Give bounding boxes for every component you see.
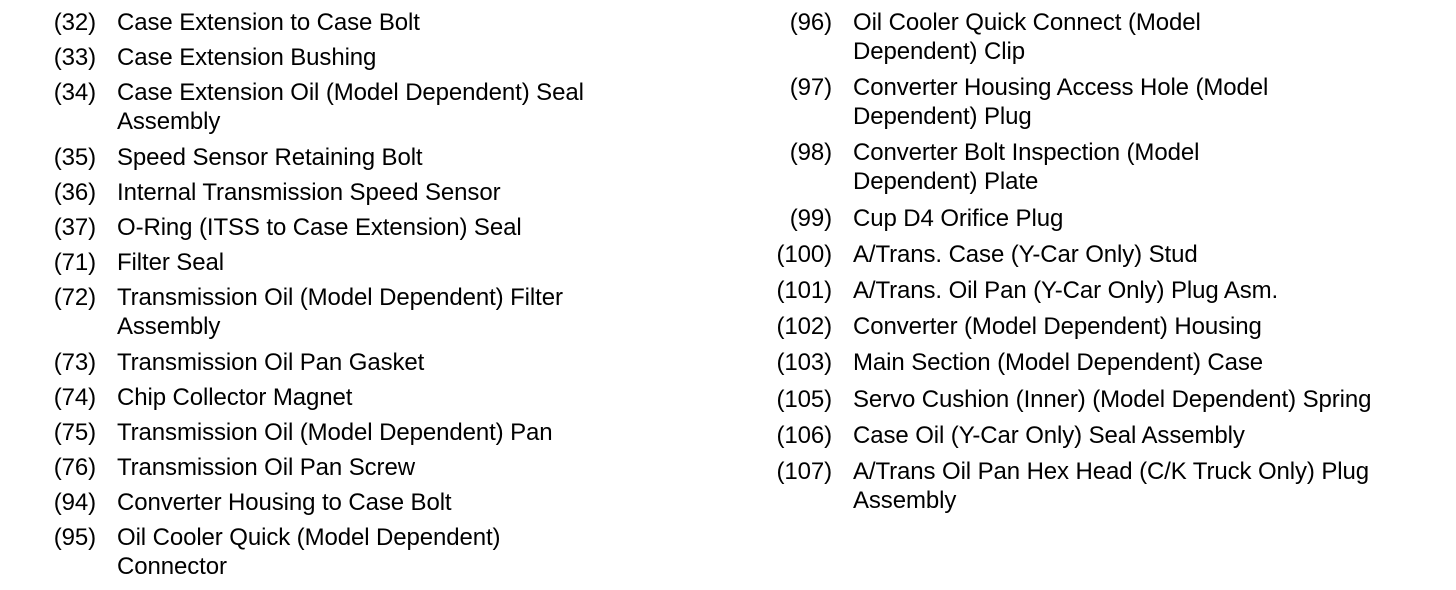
item-number: (105): [776, 385, 832, 413]
legend-item: [40, 488, 730, 517]
item-description: Converter (Model Dependent) Housing: [853, 313, 1262, 341]
item-description: Case Extension Bushing: [117, 44, 377, 72]
legend-item: [40, 283, 730, 341]
legend-column-left: [40, 8, 730, 588]
item-description: A/Trans Oil Pan Hex Head (C/K Truck Only) Plug Assembly: [853, 457, 1370, 514]
item-description: Servo Cushion (Inner) (Model Dependent) Spring: [853, 385, 1372, 413]
legend-item: [40, 178, 730, 207]
item-description: Transmission Oil Pan Screw: [117, 454, 415, 482]
legend-item: [762, 8, 1442, 66]
item-number: (98): [789, 139, 832, 167]
item-number: (97): [789, 74, 832, 102]
legend-item: [762, 240, 1442, 269]
legend-item: [762, 138, 1442, 196]
item-description: Main Section (Model Dependent) Case: [853, 349, 1264, 377]
item-number: (71): [53, 249, 96, 277]
item-number: (32): [53, 9, 96, 36]
legend-item: [40, 523, 730, 581]
item-description: Case Extension Oil (Model Dependent) Seal Assembly: [117, 79, 584, 136]
legend-item: [40, 248, 730, 277]
item-number: (75): [53, 418, 96, 446]
item-number: (72): [53, 284, 96, 312]
item-description: Filter Seal: [117, 249, 224, 277]
item-description: Speed Sensor Retaining Bolt: [117, 143, 423, 171]
item-number: (94): [53, 489, 96, 517]
item-number: (37): [53, 213, 96, 241]
item-number: (100): [776, 240, 832, 268]
item-description: Cup D4 Orifice Plug: [853, 204, 1064, 232]
item-description: Transmission Oil Pan Gasket: [117, 348, 425, 376]
item-description: A/Trans. Case (Y-Car Only) Stud: [853, 240, 1198, 268]
legend-column-right: [762, 8, 1442, 522]
legend-item: [40, 43, 730, 72]
legend-item: [40, 8, 730, 37]
legend-item: [762, 312, 1442, 341]
legend-item: [40, 418, 730, 447]
item-number: (95): [53, 524, 96, 552]
item-description: Oil Cooler Quick Connect (Model Dependent) Clip: [853, 9, 1201, 65]
item-description: Transmission Oil (Model Dependent) Filter Assembly: [117, 284, 563, 341]
item-number: (103): [776, 349, 832, 377]
item-description: Case Oil (Y-Car Only) Seal Assembly: [853, 421, 1245, 449]
legend-item: [762, 457, 1442, 515]
legend-item: [762, 385, 1442, 414]
item-number: (36): [53, 178, 96, 206]
legend-item: [40, 348, 730, 377]
legend-item: [40, 213, 730, 242]
legend-item: [762, 204, 1442, 233]
item-description: O-Ring (ITSS to Case Extension) Seal: [117, 213, 522, 241]
legend-item: [40, 383, 730, 412]
item-description: Converter Housing Access Hole (Model Dependent) Plug: [853, 74, 1269, 131]
item-description: Converter Bolt Inspection (Model Dependent) Plate: [853, 139, 1200, 196]
item-description: Chip Collector Magnet: [117, 383, 353, 411]
item-number: (35): [53, 143, 96, 171]
item-number: (34): [53, 79, 96, 107]
item-number: (73): [53, 348, 96, 376]
item-description: Case Extension to Case Bolt: [117, 9, 420, 36]
item-number: (96): [789, 9, 832, 36]
item-number: (101): [776, 276, 832, 304]
legend-item: [762, 348, 1442, 377]
item-number: (106): [776, 421, 832, 449]
item-description: A/Trans. Oil Pan (Y-Car Only) Plug Asm.: [853, 276, 1279, 304]
legend-item: [762, 276, 1442, 305]
legend-item: [40, 143, 730, 172]
item-number: (107): [776, 457, 832, 485]
item-description: Converter Housing to Case Bolt: [117, 489, 452, 517]
item-description: Internal Transmission Speed Sensor: [117, 178, 501, 206]
item-number: (74): [53, 383, 96, 411]
item-description: Oil Cooler Quick (Model Dependent) Connector: [117, 524, 501, 581]
legend-item: [762, 421, 1442, 450]
item-number: (102): [776, 313, 832, 341]
item-number: (76): [53, 454, 96, 482]
item-number: (99): [789, 204, 832, 232]
legend-item: [762, 73, 1442, 131]
legend-item: [40, 78, 730, 136]
item-number: (33): [53, 44, 96, 72]
legend-item: [40, 453, 730, 482]
item-description: Transmission Oil (Model Dependent) Pan: [117, 418, 553, 446]
